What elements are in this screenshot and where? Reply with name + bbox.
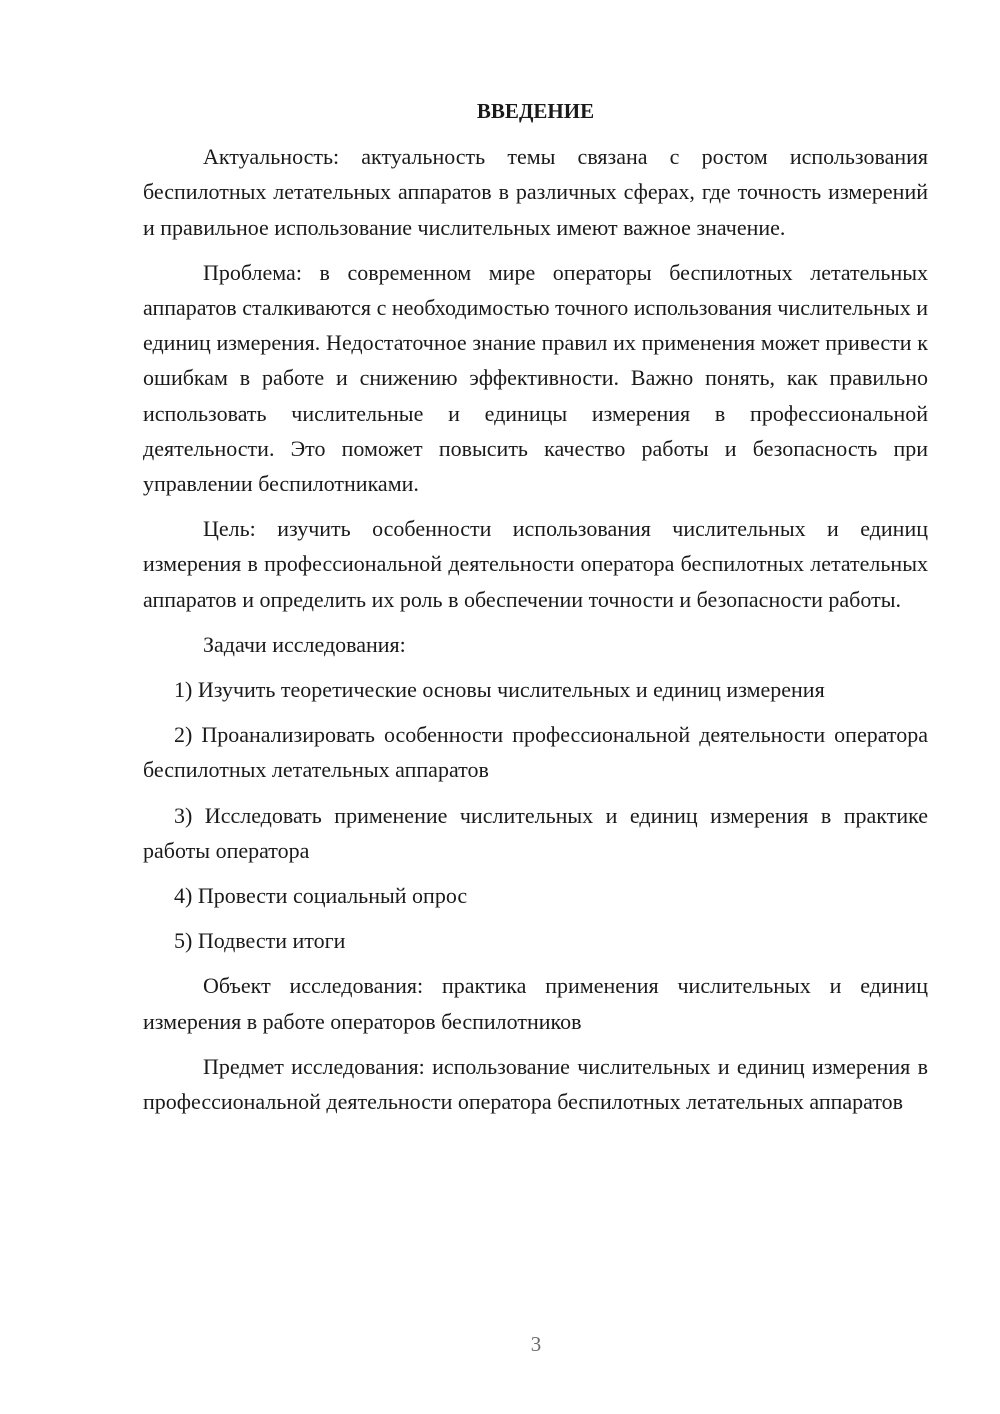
section-title: ВВЕДЕНИЕ [476,99,595,123]
task-item-3: 3) Исследовать применение числительных и единиц измерения в практике работы оператора [143,802,928,863]
task-item-1: 1) Изучить теоретические основы числительных и единиц измерения [174,677,825,703]
task-item-5: 5) Подвести итоги [174,928,346,954]
page-content [143,94,928,1119]
relevance-paragraph: Актуальность: актуальность темы связана с ростом использования беспилотных летательных аппаратов в различных сферах, где точность измерений и правильное использование числительных имеют важное значение. [143,144,928,240]
object-paragraph: Объект исследования: практика применения числительных и единиц измерения в работе операторов беспилотников [143,973,928,1034]
page-number: 3 [530,1332,542,1356]
goal-paragraph: Цель: изучить особенности использования числительных и единиц измерения в профессиональной деятельности оператора беспилотных летательных аппаратов и определить их роль в обеспечении точности и безопасности работы. [143,516,928,612]
task-item-4: 4) Провести социальный опрос [174,883,468,909]
task-item-2: 2) Проанализировать особенности профессиональной деятельности оператора беспилотных летательных аппаратов [143,722,928,783]
subject-paragraph: Предмет исследования: использование числительных и единиц измерения в профессиональной деятельности оператора беспилотных летательных аппаратов [143,1053,928,1115]
tasks-heading: Задачи исследования: [203,631,406,657]
problem-paragraph: Проблема: в современном мире операторы беспилотных летательных аппаратов сталкиваются с необходимостью точного использования числительных и единиц измерения. Недостаточное знание правил их применения может привести к ошибкам в работе и снижению эффективности. Важно понять, как правильно использовать числительные и единицы измерения в профессиональной деятельности. Это поможет повысить качество работы и безопасность при управлении беспилотниками. [143,259,928,497]
